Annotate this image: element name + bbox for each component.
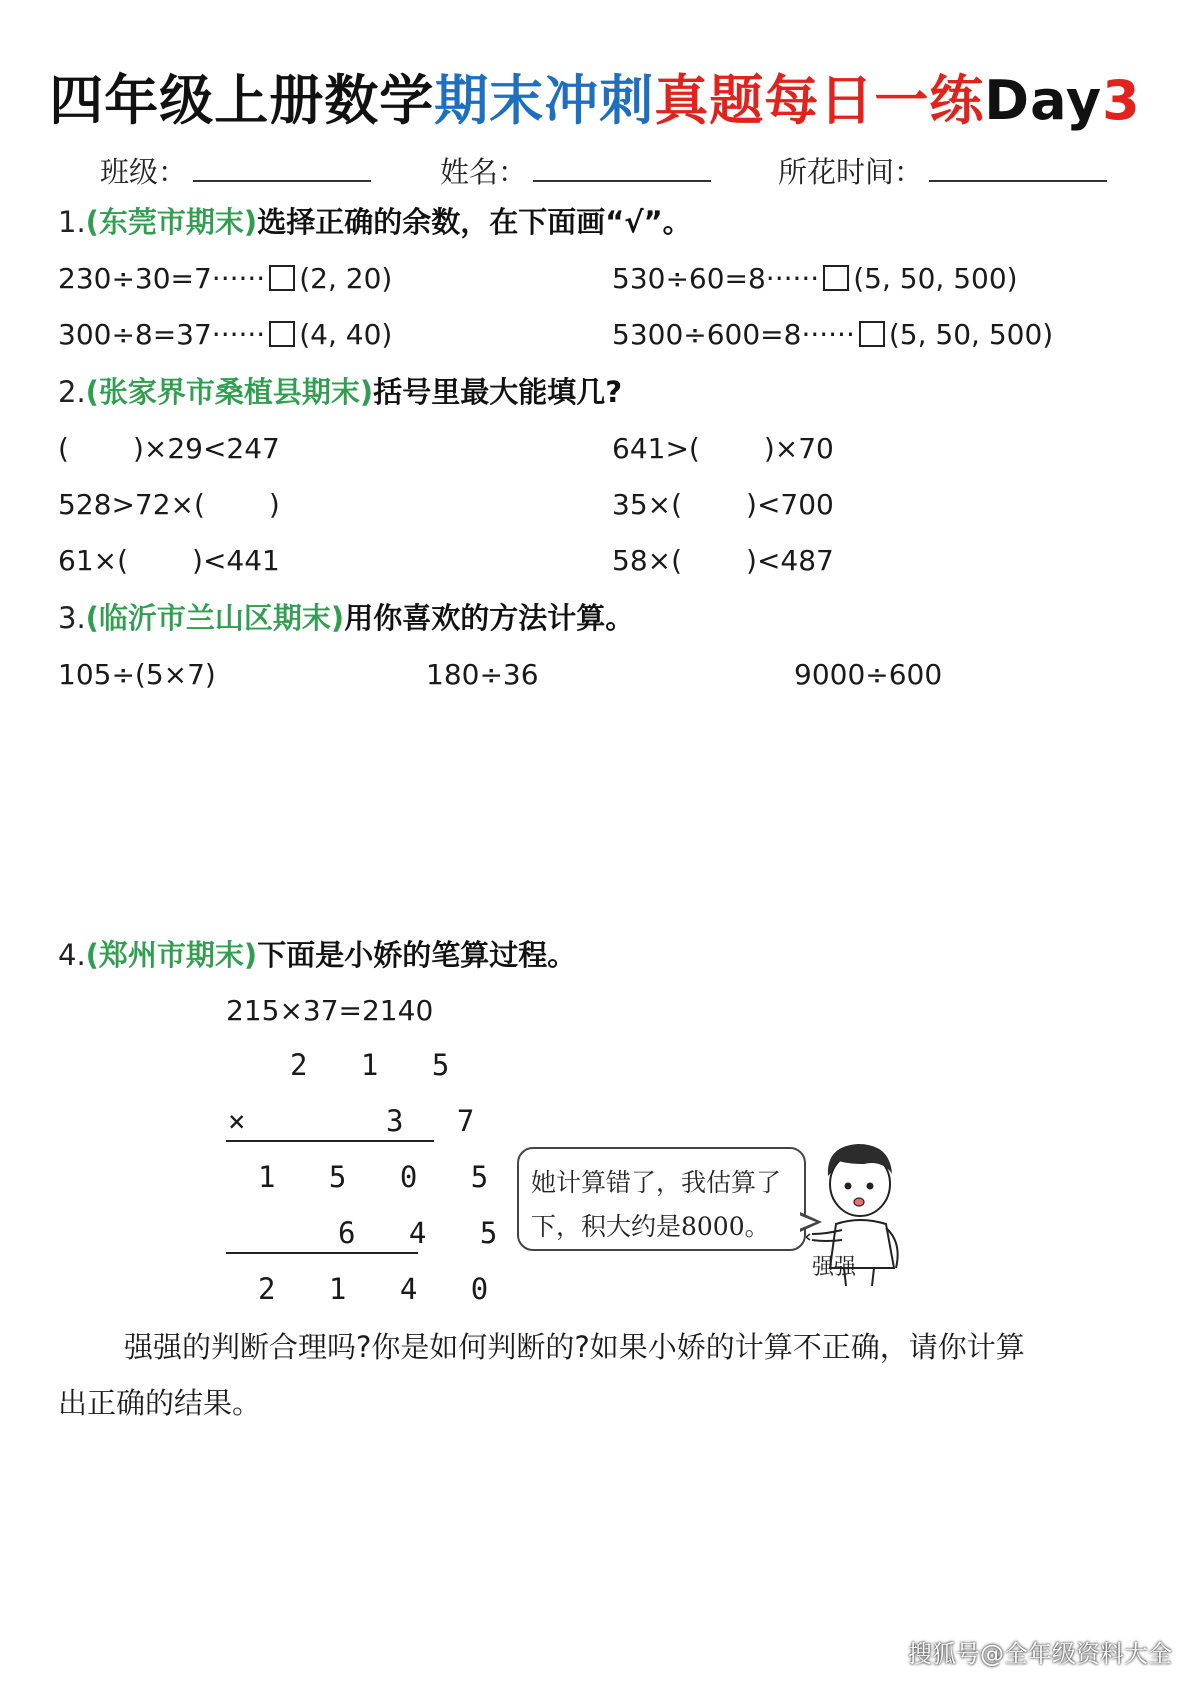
title-part-day-number: 3 (1102, 69, 1141, 132)
q1-item-4 (612, 318, 1053, 352)
question-source: (郑州市期末) (85, 938, 258, 972)
title-part-daily: 真题每日一练 (654, 69, 985, 132)
q2-before: 58×( (612, 544, 683, 577)
q2-before: 61×( (58, 544, 129, 577)
question-source: (张家界市桑植县期末) (85, 375, 374, 409)
q3-expression: 105÷(5×7) (58, 658, 216, 691)
vertical-row-result: 2 1 4 0 (258, 1272, 507, 1306)
name-blank[interactable] (533, 158, 711, 182)
title-part-grade: 四年级上册数学 (49, 69, 435, 132)
vertical-row-multiplicand: 2 1 5 (290, 1048, 468, 1082)
q3-expression: 9000÷600 (794, 658, 943, 691)
speech-bubble (517, 1147, 806, 1251)
answer-checkbox[interactable] (269, 265, 295, 291)
question-2-heading (58, 374, 622, 410)
q4-question-line-2: 出正确的结果。 (58, 1386, 262, 1420)
q2-after: )<700 (746, 488, 834, 521)
question-3-heading (58, 600, 634, 636)
vertical-row-partial-1: 1 5 0 5 (258, 1160, 507, 1194)
q1-expression: 5300÷600=8······ (612, 318, 855, 351)
q2-before: 35×( (612, 488, 683, 521)
vertical-divider-line (226, 1252, 418, 1254)
q2-item-1 (58, 432, 280, 466)
title-part-sprint: 期末冲刺 (434, 69, 655, 132)
q1-item-1 (58, 262, 392, 296)
q1-expression: 530÷60=8······ (612, 262, 820, 295)
vertical-times-sign: × (228, 1104, 264, 1138)
question-stem: 选择正确的余数，在下面画“√”。 (257, 205, 692, 239)
q1-expression: 300÷8=37······ (58, 318, 266, 351)
question-number: 3. (58, 601, 86, 635)
vertical-row-multiplier: 3 7 (386, 1104, 493, 1138)
vertical-divider-line (226, 1140, 434, 1142)
q1-item-3 (58, 318, 392, 352)
question-number: 4. (58, 938, 86, 972)
watermark-text: 搜狐号@全年级资料大全 (908, 1640, 1172, 1668)
q2-after: )<441 (192, 544, 280, 577)
q2-item-6 (612, 544, 834, 578)
q2-before: 641>( (612, 432, 700, 465)
answer-checkbox[interactable] (823, 265, 849, 291)
vertical-row-partial-2: 6 4 5 (338, 1216, 516, 1250)
question-stem: 括号里最大能填几? (373, 375, 623, 409)
q4-question-line-1: 强强的判断合理吗?你是如何判断的?如果小娇的计算不正确，请你计算 (124, 1330, 1025, 1364)
title-part-day: Day (984, 69, 1103, 132)
class-field (100, 150, 371, 191)
q2-item-3 (58, 488, 280, 522)
question-stem: 用你喜欢的方法计算。 (344, 601, 635, 635)
q2-item-2 (612, 432, 834, 466)
q4-equation: 215×37=2140 (226, 994, 434, 1027)
time-field (778, 150, 1107, 191)
q2-after: )<487 (746, 544, 834, 577)
question-stem: 下面是小娇的笔算过程。 (257, 938, 577, 972)
bubble-line-2: 下，积大约是8000。 (531, 1212, 770, 1241)
answer-checkbox[interactable] (269, 321, 295, 347)
q2-item-4 (612, 488, 834, 522)
q3-expression: 180÷36 (426, 658, 539, 691)
q2-after: )×29<247 (132, 432, 280, 465)
time-label: 所花时间： (778, 155, 924, 189)
question-source: (东莞市期末) (85, 205, 258, 239)
name-label: 姓名： (440, 155, 528, 189)
question-4-heading (58, 937, 576, 973)
question-source: (临沂市兰山区期末) (85, 601, 345, 635)
q2-after: )×70 (763, 432, 834, 465)
q1-options: (2, 20) (299, 262, 393, 295)
answer-checkbox[interactable] (859, 321, 885, 347)
q2-item-5 (58, 544, 280, 578)
q1-options: (5, 50, 500) (853, 262, 1018, 295)
q2-before: ( (58, 432, 69, 465)
name-field (440, 150, 711, 191)
q1-item-2 (612, 262, 1018, 296)
character-name-label: 强强 (812, 1255, 857, 1280)
time-blank[interactable] (929, 158, 1107, 182)
question-1-heading (58, 204, 692, 240)
class-blank[interactable] (193, 158, 371, 182)
q2-before: 528>72×( (58, 488, 205, 521)
bubble-line-1: 她计算错了，我估算了 (531, 1168, 782, 1197)
question-number: 2. (58, 375, 86, 409)
page-title (0, 58, 1190, 135)
question-number: 1. (58, 205, 86, 239)
q2-after: ) (268, 488, 280, 521)
q1-expression: 230÷30=7······ (58, 262, 266, 295)
class-label: 班级： (100, 155, 188, 189)
q1-options: (5, 50, 500) (888, 318, 1054, 351)
q1-options: (4, 40) (299, 318, 393, 351)
